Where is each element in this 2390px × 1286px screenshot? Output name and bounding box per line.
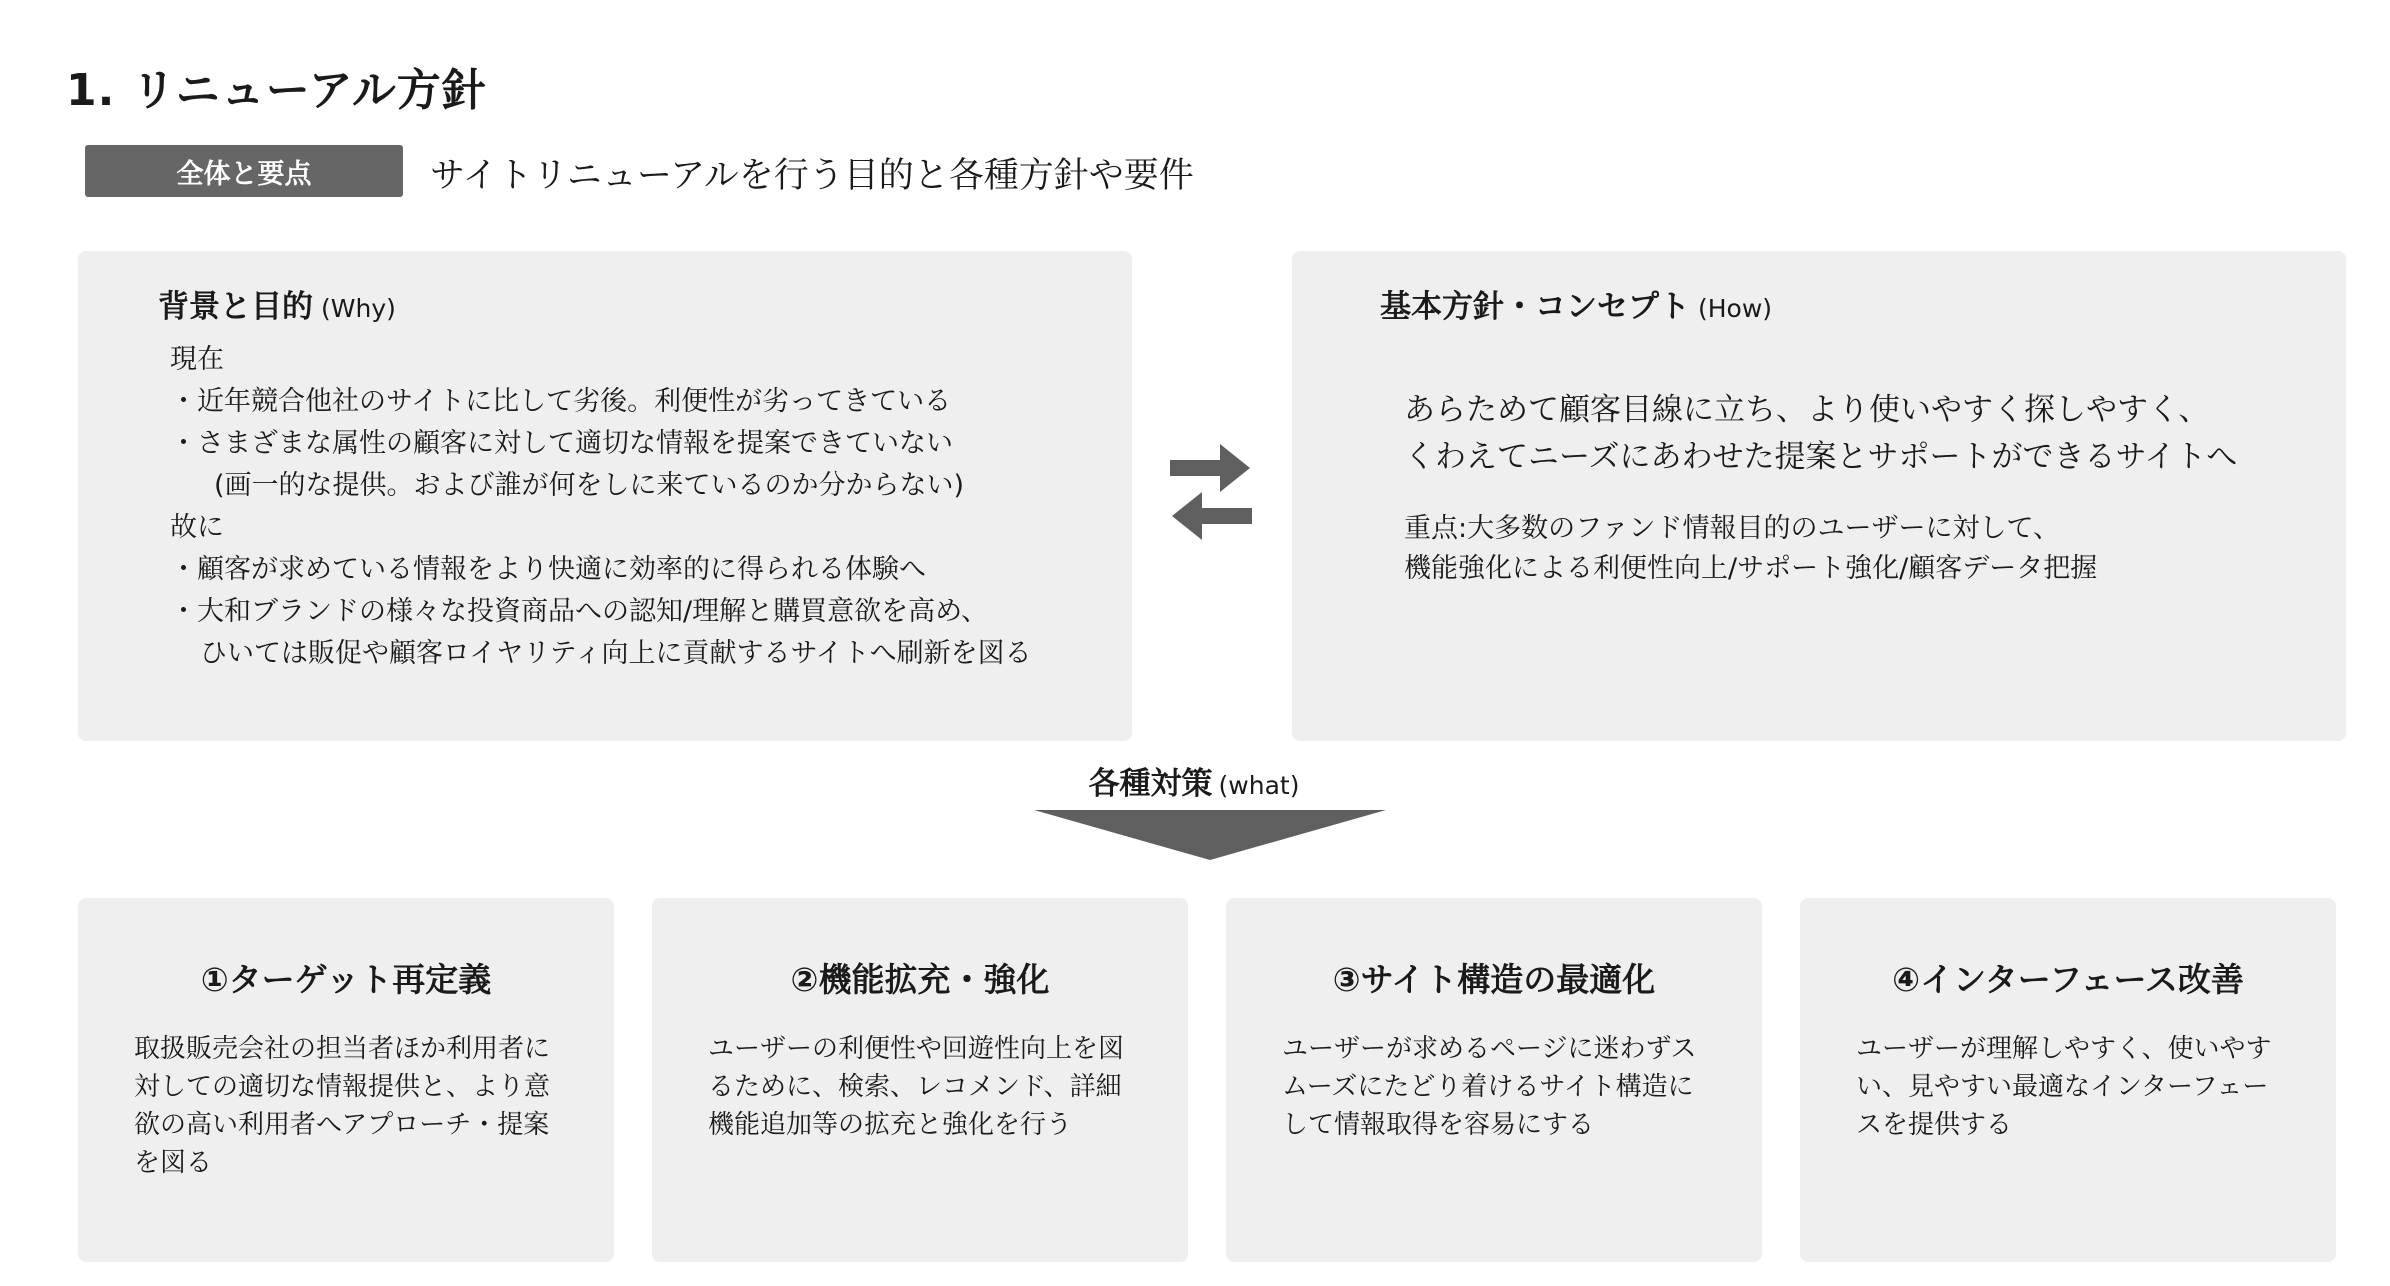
how-panel bbox=[1292, 251, 2346, 741]
measure-card-target bbox=[78, 898, 614, 1262]
card-title: ②機能拡充・強化 bbox=[790, 960, 1050, 999]
measures-label-main: 各種対策 bbox=[1088, 766, 1213, 802]
measure-card-interface bbox=[1800, 898, 2336, 1262]
measure-card-structure bbox=[1226, 898, 1762, 1262]
why-line: ・大和ブランドの様々な投資商品への認知/理解と購買意欲を高め、 bbox=[170, 596, 989, 627]
why-line: ・さまざまな属性の顧客に対して適切な情報を提案できていない bbox=[170, 428, 953, 459]
why-line: (画一的な提供。および誰が何をしに来ているのか分からない) bbox=[214, 470, 965, 501]
card-line: 取扱販売会社の担当者ほか利用者に bbox=[134, 1034, 551, 1064]
card-title: ①ターゲット再定義 bbox=[200, 960, 492, 999]
card-body bbox=[1856, 1030, 2271, 1144]
how-focus-line: 機能強化による利便性向上/サポート強化/顧客データ把握 bbox=[1404, 553, 2098, 584]
why-line: ・近年競合他社のサイトに比して劣後。利便性が劣ってきている bbox=[170, 386, 952, 417]
card-body bbox=[134, 1030, 550, 1182]
card-line: ムーズにたどり着けるサイト構造に bbox=[1282, 1072, 1694, 1102]
card-line: して情報取得を容易にする bbox=[1282, 1110, 1595, 1140]
why-line: ・顧客が求めている情報をより快適に効率的に得られる体験へ bbox=[170, 554, 926, 585]
card-line: ユーザーの利便性や回遊性向上を図 bbox=[708, 1034, 1125, 1064]
right-arrow-icon bbox=[1170, 444, 1250, 492]
how-concept bbox=[1404, 387, 2237, 481]
why-heading-main: 背景と目的 bbox=[158, 289, 313, 325]
card-line: ユーザーが求めるページに迷わずス bbox=[1282, 1034, 1697, 1064]
how-heading-sub: (How) bbox=[1698, 294, 1773, 323]
card-line: 対しての適切な情報提供と、より意 bbox=[134, 1072, 551, 1102]
card-line: 欲の高い利用者へアプローチ・提案 bbox=[134, 1110, 550, 1140]
bidirectional-arrows-icon bbox=[1168, 432, 1254, 544]
how-focus-line: 重点:大多数のファンド情報目的のユーザーに対して、 bbox=[1404, 513, 2061, 544]
summary-text: サイトリニューアルを行う目的と各種方針や要件 bbox=[430, 156, 1194, 196]
card-title: ④インターフェース改善 bbox=[1892, 960, 2244, 999]
why-heading bbox=[158, 281, 396, 326]
why-line: ひいては販促や顧客ロイヤリティ向上に貢献するサイトへ刷新を図る bbox=[200, 638, 1032, 669]
card-body bbox=[1282, 1030, 1696, 1144]
card-body bbox=[708, 1030, 1124, 1144]
how-heading bbox=[1380, 281, 1772, 326]
page-title: 1. リニューアル方針 bbox=[66, 65, 487, 116]
why-body bbox=[170, 339, 1032, 675]
summary-tag: 全体と要点 bbox=[85, 145, 403, 197]
left-arrow-icon bbox=[1172, 492, 1252, 540]
why-panel bbox=[78, 251, 1132, 741]
card-line: るために、検索、レコメンド、詳細 bbox=[708, 1072, 1122, 1102]
how-focus bbox=[1404, 509, 2097, 589]
card-line: ユーザーが理解しやすく、使いやす bbox=[1856, 1034, 2272, 1064]
card-line: スを提供する bbox=[1856, 1110, 2013, 1140]
down-chevron-arrow-icon bbox=[1034, 810, 1386, 862]
measures-label-sub: (what) bbox=[1218, 771, 1300, 800]
card-line: を図る bbox=[134, 1148, 213, 1178]
how-concept-line: あらためて顧客目線に立ち、より使いやすく探しやすく、 bbox=[1404, 392, 2210, 428]
card-line: い、見やすい最適なインターフェー bbox=[1856, 1072, 2269, 1102]
measure-card-features bbox=[652, 898, 1188, 1262]
card-line: 機能追加等の拡充と強化を行う bbox=[708, 1110, 1073, 1140]
why-line: 現在 bbox=[170, 344, 224, 375]
why-line: 故に bbox=[170, 512, 224, 543]
how-heading-main: 基本方針・コンセプト bbox=[1380, 289, 1690, 325]
how-concept-line: くわえてニーズにあわせた提案とサポートができるサイトへ bbox=[1404, 439, 2238, 475]
measures-label bbox=[1034, 758, 1354, 803]
card-title: ③サイト構造の最適化 bbox=[1332, 960, 1656, 999]
why-heading-sub: (Why) bbox=[321, 294, 396, 323]
